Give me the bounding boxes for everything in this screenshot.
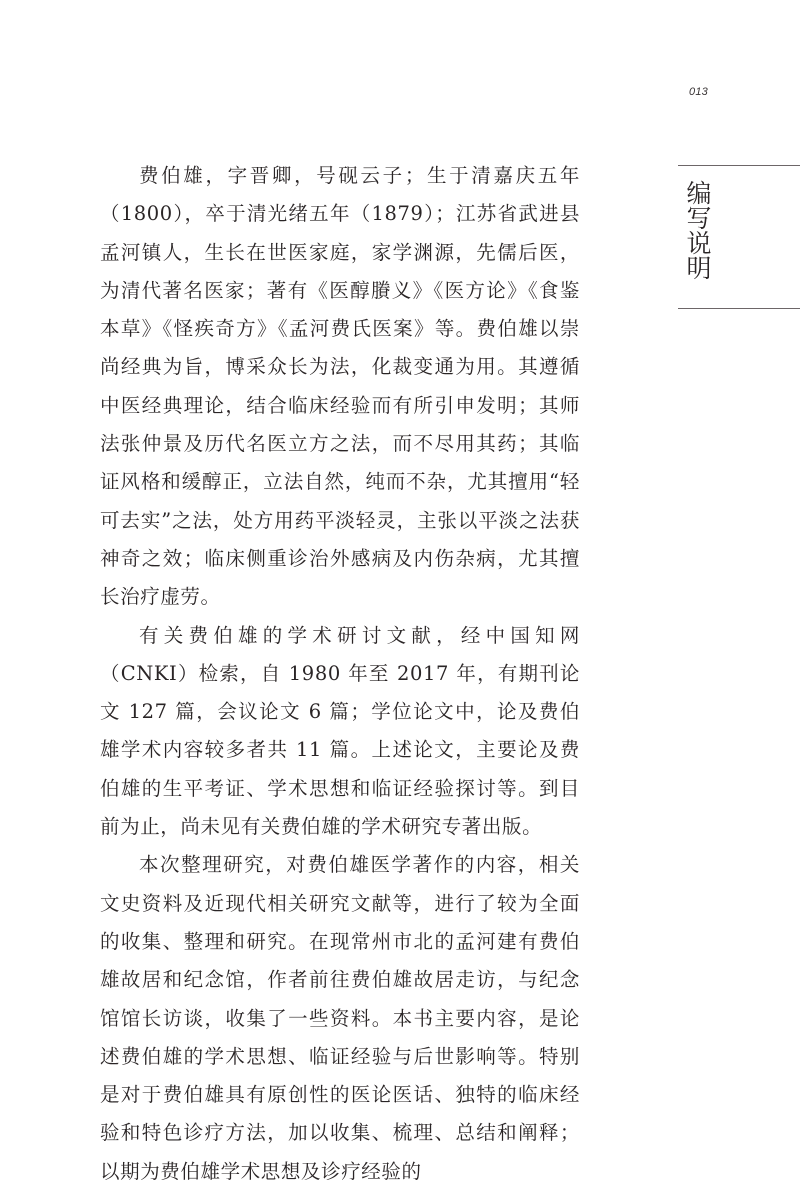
paragraph-biography: 费伯雄，字晋卿，号砚云子；生于清嘉庆五年（1800），卒于清光绪五年（1879）；江苏省武进县孟河镇人，生长在世医家庭，家学渊源，先儒后医，为清代著名医家；著有《医醇賸义》《医方论》《食鉴本草》《怪疾奇方》《孟河费氏医案》等。费伯雄以崇尚经典为旨，博采众长为法，化裁变通为用。其遵循中医经典理论，结合临床经验而有所引申发明；其师法张仲景及历代名医立方之法，而不尽用其药；其临证风格和缓醇正，立法自然，纯而不杂，尤其擅用“轻可去实”之法，处方用药平淡轻灵，主张以平淡之法获神奇之效；临床侧重诊治外感病及内伤杂病，尤其擅长治疗虚劳。 <box>100 164 580 609</box>
page-number: 013 <box>689 86 708 98</box>
body-text <box>100 157 580 1191</box>
section-title-top-rule <box>678 165 800 166</box>
section-title: 编写说明 <box>683 180 712 280</box>
paragraph-research-scope: 本次整理研究，对费伯雄医学著作的内容，相关文史资料及近现代相关研究文献等，进行了较为全面的收集、整理和研究。在现常州市北的孟河建有费伯雄故居和纪念馆，作者前往费伯雄故居走访，与纪念馆馆长访谈，收集了一些资料。本书主要内容，是论述费伯雄的学术思想、临证经验与后世影响等。特别是对于费伯雄具有原创性的医论医话、独特的临床经验和特色诊疗方法，加以收集、梳理、总结和阐释；以期为费伯雄学术思想及诊疗经验的 <box>100 853 580 1183</box>
section-title-bottom-rule <box>678 308 800 309</box>
paragraph-literature-review: 有关费伯雄的学术研讨文献，经中国知网（CNKI）检索，自 1980 年至 2017 年，有期刊论文 127 篇，会议论文 6 篇；学位论文中，论及费伯雄学术内容较多者共 11 篇。上述论文，主要论及费伯雄的生平考证、学术思想和临证经验探讨等。到目前为止，尚未见有关费伯雄的学术研究专著出版。 <box>100 623 580 839</box>
